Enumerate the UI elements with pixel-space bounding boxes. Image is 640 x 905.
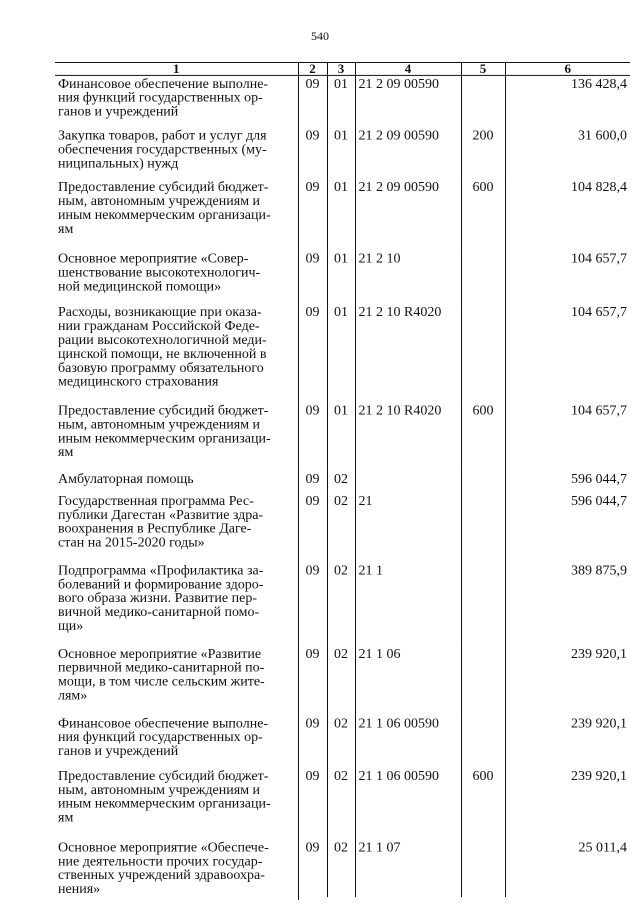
row-name xyxy=(55,646,298,716)
row-name-line: Амбулаторная помощь xyxy=(58,472,194,488)
row-name-line: Расходы, возникающие при оказа- xyxy=(58,305,262,321)
row-name xyxy=(55,179,298,250)
row-name-line: иным некоммерческим организаци- xyxy=(58,431,271,447)
row-name-line: базовую программу обязательного xyxy=(58,360,264,376)
row-section: 09 xyxy=(298,128,327,180)
row-amount: 239 920,1 xyxy=(505,768,630,839)
row-expense-type xyxy=(461,715,505,768)
row-amount: 104 657,7 xyxy=(505,403,630,472)
row-name-line: ниципальных) нужд xyxy=(58,156,179,172)
row-name-line: публики Дагестан «Развитие здра- xyxy=(58,507,264,523)
row-name-line: ганов и учреждений xyxy=(58,104,179,120)
table-row xyxy=(55,715,630,768)
row-name-line: цинской помощи, не включенной в xyxy=(58,346,267,362)
table-row xyxy=(55,75,630,127)
row-subsection: 01 xyxy=(327,251,355,305)
row-subsection: 02 xyxy=(327,493,355,563)
row-subsection: 02 xyxy=(327,646,355,716)
row-section: 09 xyxy=(298,715,327,768)
row-name-line: мощи, в том числе сельским жите- xyxy=(58,674,265,690)
row-name-line: медицинского страхования xyxy=(58,374,219,390)
column-header-section: 2 xyxy=(298,62,327,75)
row-name-line: Предоставление субсидий бюджет- xyxy=(58,769,269,784)
row-name-line: лям» xyxy=(58,688,88,704)
row-name-line: Предоставление субсидий бюджет- xyxy=(58,180,269,196)
row-name-line: ным, автономным учреждениям и xyxy=(58,782,261,798)
row-expense-type xyxy=(461,840,505,898)
row-amount: 25 011,4 xyxy=(505,840,630,898)
row-section: 09 xyxy=(298,304,327,402)
table-row xyxy=(55,128,630,180)
row-name-line: Закупка товаров, работ и услуг для xyxy=(58,128,267,144)
row-subsection: 02 xyxy=(327,768,355,839)
row-name-line: вого образа жизни. Развитие пер- xyxy=(58,591,257,607)
row-name-line: иным некоммерческим организаци- xyxy=(58,207,271,223)
table-row xyxy=(55,493,630,563)
row-section: 09 xyxy=(298,768,327,839)
row-code: 21 2 09 00590 xyxy=(355,179,461,250)
row-expense-type: 200 xyxy=(461,128,505,180)
row-name-line: ным, автономным учреждениям и xyxy=(58,194,261,209)
row-code: 21 2 10 xyxy=(355,251,461,305)
row-name-line: первичной медико-санитарной по- xyxy=(58,660,265,676)
row-amount: 239 920,1 xyxy=(505,715,630,768)
table-row xyxy=(55,403,630,472)
table-body xyxy=(55,75,630,897)
row-name-line: нения» xyxy=(58,882,101,898)
row-name-line: ние деятельности прочих государ- xyxy=(58,854,263,870)
row-expense-type: 600 xyxy=(461,768,505,839)
row-section: 09 xyxy=(298,493,327,563)
table-header-row xyxy=(55,62,630,75)
row-amount: 136 428,4 xyxy=(505,75,630,127)
page-number: 540 xyxy=(311,29,329,43)
row-name xyxy=(55,768,298,839)
row-subsection: 02 xyxy=(327,715,355,768)
table-row xyxy=(55,179,630,250)
row-name-line: ганов и учреждений xyxy=(58,744,179,760)
row-name xyxy=(55,251,298,305)
row-name-line: ственных учреждений здравоохра- xyxy=(58,868,265,884)
column-header-type: 5 xyxy=(461,62,505,75)
row-subsection: 01 xyxy=(327,304,355,402)
row-name-line: Подпрограмма «Профилактика за- xyxy=(58,563,264,579)
row-name-line: Основное мероприятие «Обеспече- xyxy=(58,840,269,856)
row-amount: 104 828,4 xyxy=(505,179,630,250)
row-name-line: ной медицинской помощи» xyxy=(58,279,222,295)
row-amount: 596 044,7 xyxy=(505,493,630,563)
row-subsection: 01 xyxy=(327,128,355,180)
row-name-line: рации высокотехнологичной меди- xyxy=(58,333,267,348)
row-section: 09 xyxy=(298,471,327,493)
row-code xyxy=(355,471,461,493)
row-name-line: болеваний и формирование здоро- xyxy=(58,577,264,593)
table-row xyxy=(55,251,630,305)
row-section: 09 xyxy=(298,403,327,472)
row-section: 09 xyxy=(298,646,327,716)
row-subsection: 02 xyxy=(327,471,355,493)
row-name xyxy=(55,471,298,493)
row-name-line: Основное мероприятие «Развитие xyxy=(58,646,262,662)
table-row xyxy=(55,646,630,716)
row-code: 21 2 10 R4020 xyxy=(355,304,461,402)
row-expense-type xyxy=(461,471,505,493)
row-subsection: 02 xyxy=(327,840,355,898)
row-amount: 31 600,0 xyxy=(505,128,630,180)
row-amount: 104 657,7 xyxy=(505,304,630,402)
row-expense-type xyxy=(461,304,505,402)
row-name-line: ния функций государственных ор- xyxy=(58,90,263,106)
row-expense-type xyxy=(461,493,505,563)
row-section: 09 xyxy=(298,840,327,898)
column-header-name: 1 xyxy=(55,62,298,75)
row-name xyxy=(55,715,298,768)
row-name xyxy=(55,75,298,127)
column-divider xyxy=(298,897,299,900)
row-name-line: иным некоммерческим организаци- xyxy=(58,796,271,812)
column-header-subsection: 3 xyxy=(327,62,355,75)
table-row xyxy=(55,471,630,493)
row-name-line: Основное мероприятие «Совер- xyxy=(58,251,249,267)
row-name-line: ям xyxy=(58,445,74,461)
row-section: 09 xyxy=(298,179,327,250)
row-code: 21 2 09 00590 xyxy=(355,75,461,127)
row-expense-type xyxy=(461,562,505,645)
column-header-amount: 6 xyxy=(505,62,630,75)
row-section: 09 xyxy=(298,75,327,127)
column-header-code: 4 xyxy=(355,62,461,75)
row-name xyxy=(55,840,298,898)
row-code: 21 2 10 R4020 xyxy=(355,403,461,472)
row-name-line: Предоставление субсидий бюджет- xyxy=(58,403,269,419)
row-section: 09 xyxy=(298,251,327,305)
row-name-line: вичной медико-санитарной помо- xyxy=(58,605,260,621)
row-code: 21 1 06 00590 xyxy=(355,715,461,768)
row-name xyxy=(55,562,298,645)
row-name-line: воохранения в Республике Даге- xyxy=(58,521,252,537)
row-code: 21 1 07 xyxy=(355,840,461,898)
row-section: 09 xyxy=(298,562,327,645)
row-name xyxy=(55,304,298,402)
row-subsection: 01 xyxy=(327,75,355,127)
row-expense-type xyxy=(461,251,505,305)
row-name xyxy=(55,128,298,180)
table-row xyxy=(55,304,630,402)
table-row xyxy=(55,840,630,898)
row-amount: 104 657,7 xyxy=(505,251,630,305)
row-name-line: Финансовое обеспечение выполне- xyxy=(58,76,269,92)
row-code: 21 1 06 00590 xyxy=(355,768,461,839)
budget-table xyxy=(55,62,630,897)
row-expense-type xyxy=(461,646,505,716)
row-name-line: ям xyxy=(58,221,74,237)
row-amount: 389 875,9 xyxy=(505,562,630,645)
row-name-line: нии гражданам Российской Феде- xyxy=(58,319,260,335)
row-subsection: 01 xyxy=(327,403,355,472)
row-name-line: ния функций государственных ор- xyxy=(58,730,263,746)
row-expense-type: 600 xyxy=(461,179,505,250)
row-code: 21 2 09 00590 xyxy=(355,128,461,180)
row-expense-type: 600 xyxy=(461,403,505,472)
row-name xyxy=(55,493,298,563)
row-name-line: ным, автономным учреждениям и xyxy=(58,417,261,433)
table-row xyxy=(55,768,630,839)
row-name-line: стан на 2015-2020 годы» xyxy=(58,535,205,551)
row-name xyxy=(55,403,298,472)
row-name-line: щи» xyxy=(58,619,84,634)
row-name-line: шенствование высокотехнологич- xyxy=(58,265,261,281)
row-code: 21 1 06 xyxy=(355,646,461,716)
table-row xyxy=(55,562,630,645)
row-name-line: обеспечения государственных (му- xyxy=(58,142,267,158)
row-name-line: ям xyxy=(58,810,74,826)
row-name-line: Государственная программа Рес- xyxy=(58,493,254,509)
row-subsection: 01 xyxy=(327,179,355,250)
row-code: 21 xyxy=(355,493,461,563)
row-amount: 596 044,7 xyxy=(505,471,630,493)
row-amount: 239 920,1 xyxy=(505,646,630,716)
row-name-line: Финансовое обеспечение выполне- xyxy=(58,716,269,732)
row-code: 21 1 xyxy=(355,562,461,645)
row-subsection: 02 xyxy=(327,562,355,645)
row-expense-type xyxy=(461,75,505,127)
